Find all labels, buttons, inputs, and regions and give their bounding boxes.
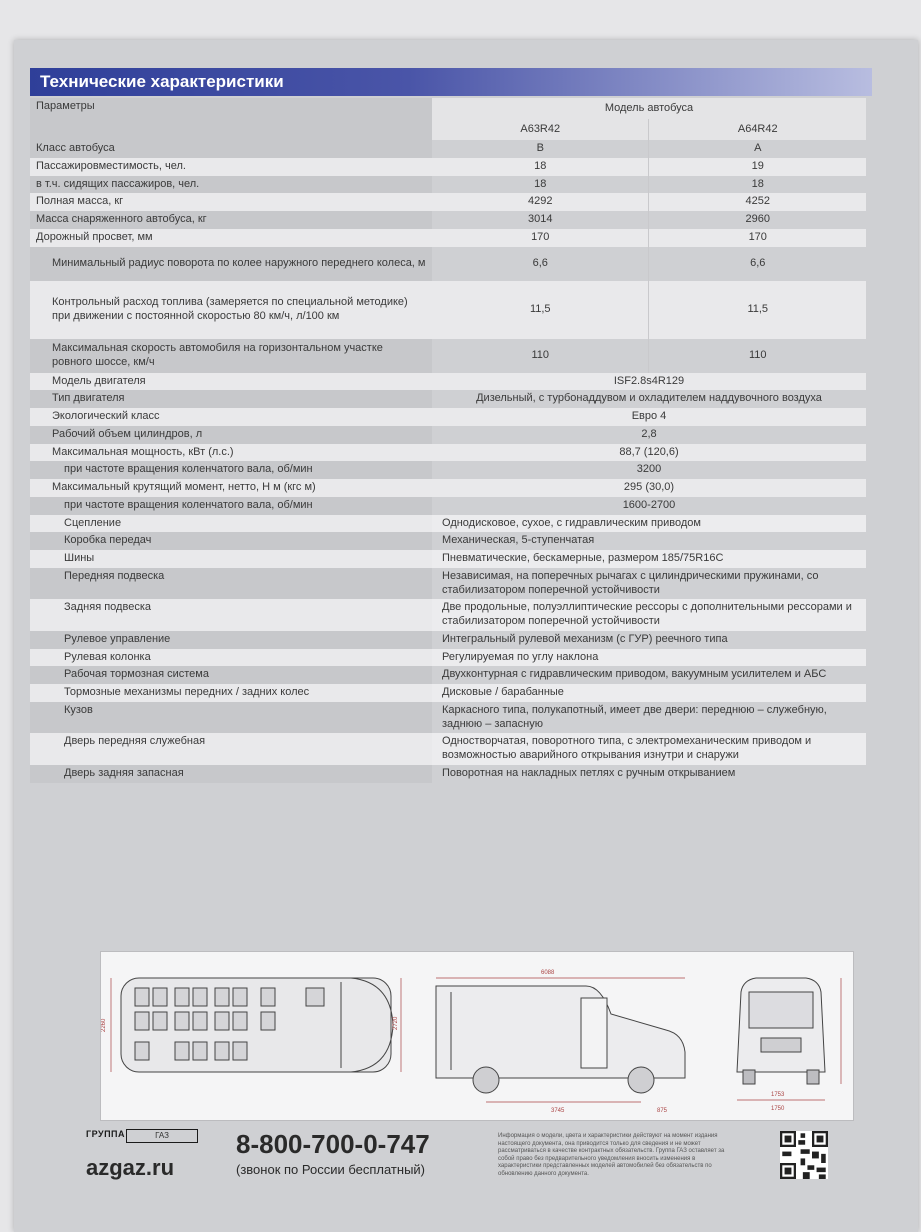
spec-value-a: 11,5: [432, 281, 649, 339]
spec-param: Максимальная мощность, кВт (л.с.): [30, 444, 432, 462]
spec-row: [30, 550, 866, 568]
spec-row: [30, 158, 866, 176]
spec-sheet: [14, 40, 918, 1232]
spec-row: [30, 247, 866, 281]
spec-param: Контрольный расход топлива (замеряется по специальной методике) при движении с постоянной скоростью 80 км/ч, л/100 км: [30, 281, 432, 339]
gaz-logo: [86, 1129, 206, 1149]
spec-value-b: 19: [649, 158, 866, 176]
spec-value: 88,7 (120,6): [432, 444, 866, 462]
front-view: [737, 978, 841, 1100]
spec-row: [30, 568, 866, 600]
spec-value: Каркасного типа, полукапотный, имеет две двери: переднюю – служебную, заднюю – запасную: [442, 703, 827, 730]
qr-code-icon[interactable]: [780, 1131, 828, 1179]
disclaimer-text: Информация о модели, цвета и характеристики действуют на момент издания настоящего документа, она приводится только для сведения и не может рассматриваться в качестве контрактных обязательств. Группа ГАЗ оставляет за собой право без предварительного уведомления вносить изменения в характеристики представленных моделей автомобилей без обязательств по обновлению данного документа.: [498, 1133, 725, 1177]
spec-param: Рабочая тормозная система: [30, 666, 432, 684]
plan-view: [111, 978, 401, 1072]
spec-param: Кузов: [30, 702, 432, 734]
spec-value-b: 170: [649, 229, 866, 247]
spec-row: [30, 461, 866, 479]
spec-value: ISF2.8s4R129: [432, 373, 866, 391]
spec-param: Полная масса, кг: [30, 193, 432, 211]
spec-row: [30, 649, 866, 667]
spec-value: Интегральный рулевой механизм (с ГУР) реечного типа: [442, 632, 728, 645]
dim-front-overhang: 875: [657, 1108, 668, 1114]
model-group-header: Модель автобуса: [432, 98, 866, 119]
spec-row: [30, 515, 866, 533]
spec-param: при частоте вращения коленчатого вала, об/мин: [30, 497, 432, 515]
spec-value: Пневматические, бескамерные, размером 185/75R16C: [432, 550, 866, 568]
spec-param: Рулевое управление: [30, 631, 432, 649]
spec-row: [30, 532, 866, 550]
spec-value-a: 18: [432, 176, 649, 194]
spec-value-b: 110: [748, 348, 767, 361]
spec-param: Максимальный крутящий момент, нетто, Н м (кгс м): [30, 479, 432, 497]
spec-value-b: 18: [751, 177, 764, 190]
logo-emblem: ГАЗ: [126, 1129, 198, 1143]
dim-width-plan: 2260: [101, 1018, 107, 1032]
spec-param: Класс автобуса: [30, 140, 432, 158]
header-row: [30, 98, 866, 119]
spec-row: [30, 702, 866, 734]
spec-param: Дверь задняя запасная: [30, 765, 432, 783]
spec-row: [30, 733, 866, 765]
spec-table: [30, 98, 866, 783]
spec-row: [30, 390, 866, 408]
website-link[interactable]: azgaz.ru: [86, 1155, 175, 1180]
spec-param: Рабочий объем цилиндров, л: [30, 426, 432, 444]
params-header: Параметры: [30, 98, 432, 140]
spec-param: Рулевая колонка: [30, 649, 432, 667]
model-b-header: А64R42: [649, 119, 866, 140]
spec-param: в т.ч. сидящих пассажиров, чел.: [30, 176, 432, 194]
spec-value: Евро 4: [432, 408, 866, 426]
title-bar: [30, 68, 872, 96]
spec-row: [30, 479, 866, 497]
spec-row: [30, 373, 866, 391]
spec-param: Экологический класс: [30, 408, 432, 426]
spec-value: 1600-2700: [622, 498, 676, 511]
spec-param: Минимальный радиус поворота по колее наружного переднего колеса, м: [30, 247, 432, 281]
spec-param: Пассажировместимость, чел.: [30, 158, 432, 176]
spec-row: [30, 193, 866, 211]
spec-param: Максимальная скорость автомобиля на горизонтальном участке ровного шоссе, км/ч: [30, 339, 432, 373]
spec-row: [30, 426, 866, 444]
spec-value-b: A: [754, 142, 762, 154]
spec-param: Модель двигателя: [30, 373, 432, 391]
spec-value-a: 170: [432, 229, 649, 247]
spec-value-a: 6,6: [432, 247, 649, 281]
spec-param: Масса снаряженного автобуса, кг: [30, 211, 432, 229]
spec-param: Коробка передач: [30, 532, 432, 550]
spec-param: Передняя подвеска: [30, 568, 432, 600]
spec-row: [30, 281, 866, 339]
spec-param: Задняя подвеска: [30, 599, 432, 631]
spec-value-b: 11,5: [649, 281, 866, 339]
page-title: Технические характеристики: [40, 72, 284, 91]
spec-value: Механическая, 5-ступенчатая: [442, 534, 595, 547]
spec-value: 2,8: [641, 427, 657, 440]
spec-value: Дизельный, с турбонаддувом и охладителем наддувочного воздуха: [476, 392, 822, 405]
spec-value-a: 4292: [432, 193, 649, 211]
spec-param: Тормозные механизмы передних / задних колес: [30, 684, 432, 702]
spec-row: [30, 631, 866, 649]
spec-row: [30, 599, 866, 631]
dim-length: 6088: [541, 970, 555, 976]
spec-param: при частоте вращения коленчатого вала, об/мин: [30, 461, 432, 479]
spec-row: [30, 140, 866, 158]
dim-height-plan: 2720: [393, 1016, 399, 1030]
spec-value-b: 4252: [649, 193, 866, 211]
dim-width-front: 1750: [771, 1106, 785, 1112]
spec-value: 295 (30,0): [432, 479, 866, 497]
dim-base: 3745: [551, 1108, 565, 1114]
spec-value-a: 18: [432, 158, 649, 176]
phone-number[interactable]: 8-800-700-0-747: [236, 1129, 430, 1159]
spec-value: Регулируемая по углу наклона: [432, 649, 866, 667]
spec-value: Дисковые / барабанные: [432, 684, 866, 702]
spec-row: [30, 684, 866, 702]
footer: [86, 1129, 846, 1189]
model-a-header: А63R42: [432, 119, 649, 140]
spec-row: [30, 408, 866, 426]
spec-value: Одностворчатая, поворотного типа, с электромеханическим приводом и возможностью аварийного открывания изнутри и снаружи: [432, 733, 866, 765]
spec-param: Дорожный просвет, мм: [30, 229, 432, 247]
spec-value: Две продольные, полуэллиптические рессоры с дополнительными рессорами и стабилизатором поперечной устойчивости: [432, 599, 866, 631]
spec-row: [30, 765, 866, 783]
spec-param: Шины: [30, 550, 432, 568]
dim-track: 1753: [771, 1092, 785, 1098]
spec-param: Тип двигателя: [30, 390, 432, 408]
spec-row: [30, 339, 866, 373]
spec-value: Двухконтурная с гидравлическим приводом, вакуумным усилителем и АБС: [442, 668, 827, 681]
side-view: [436, 978, 685, 1102]
spec-value: Поворотная на накладных петлях с ручным открыванием: [442, 766, 736, 779]
spec-value-a: 110: [432, 339, 649, 373]
spec-value: 3200: [636, 463, 662, 476]
spec-param: Сцепление: [30, 515, 432, 533]
spec-row: [30, 229, 866, 247]
spec-value-a: B: [432, 140, 649, 158]
phone-note: (звонок по России бесплатный): [236, 1162, 426, 1177]
spec-value-b: 6,6: [750, 256, 766, 269]
spec-value-b: 2960: [745, 213, 770, 225]
logo-brand: ГРУППА: [86, 1129, 126, 1139]
spec-row: [30, 444, 866, 462]
spec-row: [30, 211, 866, 229]
spec-value-a: 3014: [432, 211, 649, 229]
bus-drawings-svg: [101, 952, 853, 1120]
bus-drawings: [100, 951, 854, 1121]
spec-value: Независимая, на поперечных рычагах с цилиндрическими пружинами, со стабилизатором поперечной устойчивости: [442, 569, 819, 596]
spec-row: [30, 666, 866, 684]
spec-row: [30, 176, 866, 194]
spec-value: Однодисковое, сухое, с гидравлическим приводом: [432, 515, 866, 533]
spec-param: Дверь передняя служебная: [30, 733, 432, 765]
spec-row: [30, 497, 866, 515]
